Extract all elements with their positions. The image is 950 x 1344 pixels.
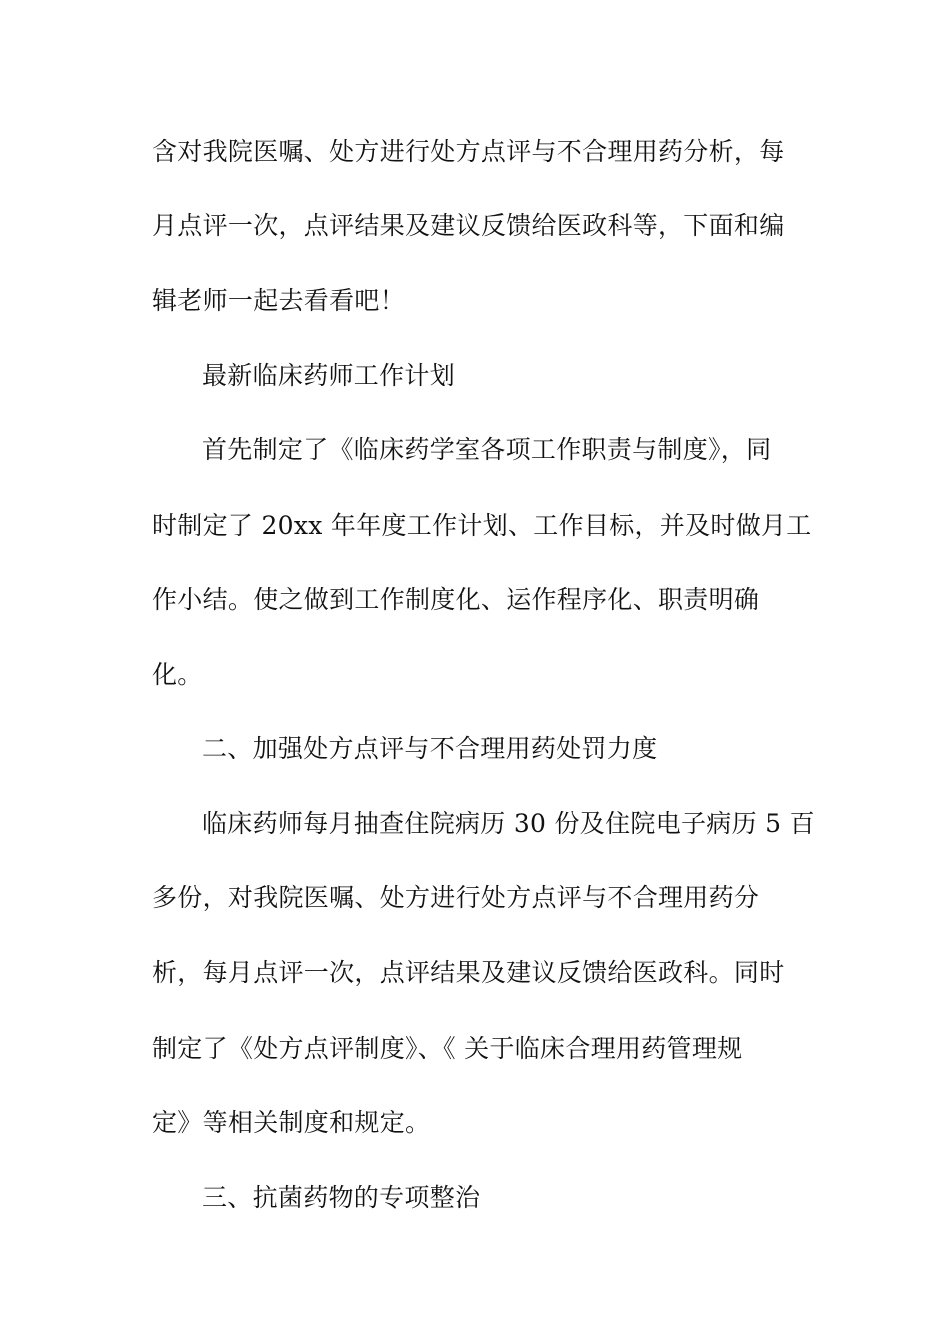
paragraph-line: 首先制定了《临床药学室各项工作职责与制度》，同 xyxy=(202,435,772,464)
section-heading: 三、抗菌药物的专项整治 xyxy=(202,1183,481,1212)
paragraph-line: 含对我院医嘱、处方进行处方点评与不合理用药分析，每 xyxy=(152,137,785,166)
paragraph-line: 析，每月点评一次，点评结果及建议反馈给医政科。同时 xyxy=(152,958,785,987)
paragraph-line: 临床药师每月抽查住院病历 30 份及住院电子病历 5 百 xyxy=(202,809,815,838)
section-heading: 最新临床药师工作计划 xyxy=(202,361,456,390)
paragraph-line: 作小结。使之做到工作制度化、运作程序化、职责明确 xyxy=(152,585,760,614)
paragraph-line: 多份，对我院医嘱、处方进行处方点评与不合理用药分 xyxy=(152,883,760,912)
paragraph-line: 时制定了 20xx 年年度工作计划、工作目标，并及时做月工 xyxy=(152,511,812,540)
paragraph-line: 月点评一次，点评结果及建议反馈给医政科等，下面和编 xyxy=(152,211,785,240)
paragraph-line: 定》等相关制度和规定。 xyxy=(152,1108,431,1137)
section-heading: 二、加强处方点评与不合理用药处罚力度 xyxy=(202,734,658,763)
paragraph-line: 化。 xyxy=(152,660,203,689)
paragraph-line: 辑老师一起去看看吧！ xyxy=(152,286,406,315)
paragraph-line: 制定了《处方点评制度》、《 关于临床合理用药管理规 xyxy=(152,1034,743,1063)
